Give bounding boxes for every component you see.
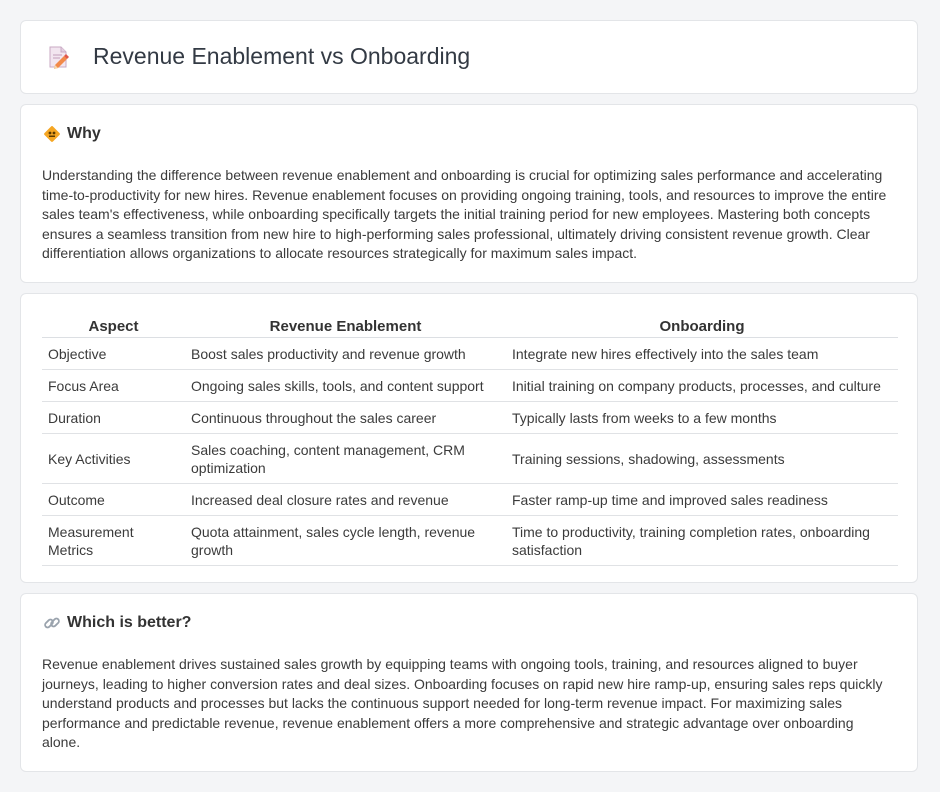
column-header-aspect: Aspect	[42, 315, 185, 338]
table-cell-aspect: Focus Area	[42, 370, 185, 402]
table-cell-onboarding: Integrate new hires effectively into the sales team	[506, 338, 898, 370]
table-cell-onboarding: Faster ramp-up time and improved sales readiness	[506, 484, 898, 516]
table-cell-revenue-enablement: Quota attainment, sales cycle length, revenue growth	[185, 516, 506, 566]
table-row	[42, 484, 898, 516]
page-header	[45, 43, 470, 70]
document-pencil-icon	[45, 44, 71, 70]
page-title: Revenue Enablement vs Onboarding	[93, 43, 471, 69]
table-cell-onboarding: Initial training on company products, processes, and culture	[506, 370, 898, 402]
why-card	[20, 104, 918, 283]
table-row	[42, 402, 898, 434]
why-header	[43, 125, 101, 143]
table-cell-revenue-enablement: Boost sales productivity and revenue growth	[185, 338, 506, 370]
table-cell-aspect: Key Activities	[42, 434, 185, 484]
why-title: Why	[67, 125, 101, 142]
table-cell-aspect: Measurement Metrics	[42, 516, 185, 566]
table-cell-aspect: Objective	[42, 338, 185, 370]
table-row	[42, 370, 898, 402]
why-body: Understanding the difference between revenue enablement and onboarding is crucial for optimizing sales performance and accelerating time-to-productivity for new hires. Revenue enablement focuses on providing ongoing training, tools, and resources to improve the entire sales team's effectiveness, while onboarding specifically targets the initial training period for new employees. Mastering both concepts ensures a seamless transition from new hire to high-performing sales professional, ultimately driving consistent revenue growth. Clear differentiation allows organizations to allocate resources strategically for maximum sales impact.	[42, 167, 887, 262]
table-cell-revenue-enablement: Ongoing sales skills, tools, and content support	[185, 370, 506, 402]
link-icon	[43, 614, 61, 632]
comparison-table	[42, 315, 898, 566]
table-cell-revenue-enablement: Increased deal closure rates and revenue	[185, 484, 506, 516]
comparison-card	[20, 293, 918, 583]
table-cell-revenue-enablement: Sales coaching, content management, CRM optimization	[185, 434, 506, 484]
better-body: Revenue enablement drives sustained sales growth by equipping teams with ongoing tools, training, and resources aligned to buyer journeys, leading to higher conversion rates and deal sizes. Onboarding focuses on rapid new hire ramp-up, ensuring sales reps quickly understand products and processes but lacks the continuous support needed for long-term revenue impact. For maximizing sales performance and predictable revenue, revenue enablement offers a more comprehensive and strategic advantage over onboarding alone.	[42, 656, 883, 751]
table-cell-aspect: Duration	[42, 402, 185, 434]
table-row	[42, 338, 898, 370]
table-cell-onboarding: Training sessions, shadowing, assessments	[506, 434, 898, 484]
table-cell-revenue-enablement: Continuous throughout the sales career	[185, 402, 506, 434]
better-title: Which is better?	[67, 614, 192, 631]
table-cell-onboarding: Time to productivity, training completion rates, onboarding satisfaction	[506, 516, 898, 566]
table-cell-onboarding: Typically lasts from weeks to a few months	[506, 402, 898, 434]
column-header-onboarding: Onboarding	[506, 315, 898, 338]
title-card	[20, 20, 918, 94]
column-header-revenue-enablement: Revenue Enablement	[185, 315, 506, 338]
table-cell-aspect: Outcome	[42, 484, 185, 516]
diamond-sign-icon	[43, 125, 61, 143]
table-header-row	[42, 315, 898, 338]
table-row	[42, 434, 898, 484]
better-header	[43, 614, 191, 632]
which-is-better-card	[20, 593, 918, 772]
table-row	[42, 516, 898, 566]
